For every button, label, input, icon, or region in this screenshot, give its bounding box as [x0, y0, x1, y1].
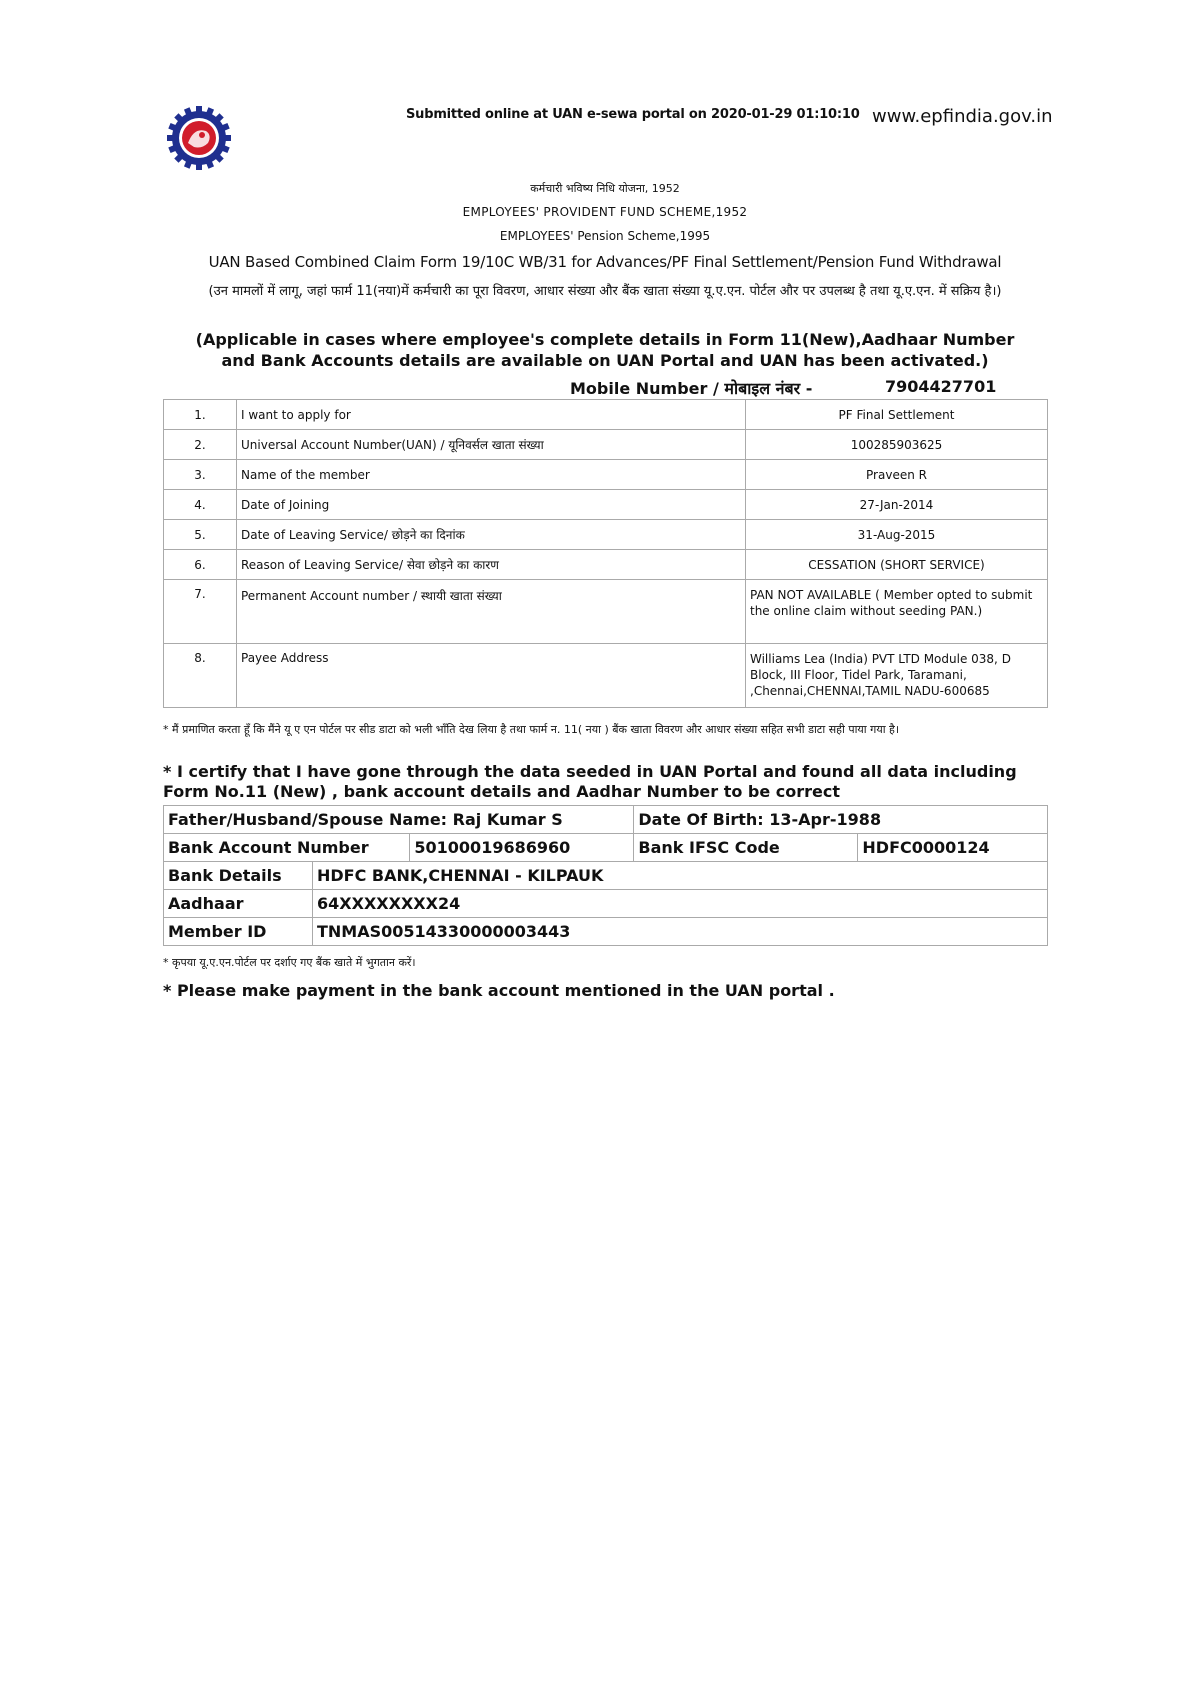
- row-value: Williams Lea (India) PVT LTD Module 038, D Block, III Floor, Tidel Park, Taramani, ,Chennai,CHENNAI,TAMIL NADU-600685: [746, 644, 1048, 708]
- table-row: [164, 834, 1048, 862]
- account-number-label: Bank Account Number: [164, 834, 410, 862]
- account-number-value: 50100019686960: [410, 834, 634, 862]
- certification-statement: * I certify that I have gone through the data seeded in UAN Portal and found all data including Form No.11 (New) , bank account details and Aadhar Number to be correct: [163, 762, 1017, 801]
- table-row: [164, 918, 1048, 946]
- ifsc-value: HDFC0000124: [858, 834, 1048, 862]
- member-id-value: TNMAS00514330000003443: [313, 918, 1048, 946]
- table-row: [164, 550, 1048, 580]
- row-value: CESSATION (SHORT SERVICE): [746, 550, 1048, 580]
- table-row: [164, 460, 1048, 490]
- row-label: Name of the member: [237, 460, 746, 490]
- table-row: [164, 520, 1048, 550]
- table-row: [164, 580, 1048, 644]
- row-value: Praveen R: [746, 460, 1048, 490]
- row-number: 4.: [164, 490, 237, 520]
- table-row: [164, 400, 1048, 430]
- hindi-certification: * मैं प्रमाणित करता हूँ कि मैंने यू ए एन पोर्टल पर सीड डाटा को भली भाँति देख लिया है तथा फार्म न. 11( नया ) बैंक खाता विवरण और आधार संख्या सहित सभी डाटा सही पाया गया है।: [163, 723, 900, 736]
- epfo-emblem-icon: [166, 105, 232, 171]
- payment-note: * Please make payment in the bank account mentioned in the UAN portal .: [163, 981, 835, 1000]
- hindi-payment-note: * कृपया यू.ए.एन.पोर्टल पर दर्शाए गए बैंक खाते में भुगतान करें।: [163, 956, 416, 969]
- row-value: PF Final Settlement: [746, 400, 1048, 430]
- row-label: Permanent Account number / स्थायी खाता संख्या: [237, 580, 746, 644]
- father-name-cell: [164, 806, 634, 834]
- table-row: [164, 430, 1048, 460]
- row-value: PAN NOT AVAILABLE ( Member opted to submit the online claim without seeding PAN.): [746, 580, 1048, 644]
- row-number: 7.: [164, 580, 237, 644]
- row-number: 5.: [164, 520, 237, 550]
- dob-value: 13-Apr-1988: [769, 810, 882, 829]
- table-row: [164, 890, 1048, 918]
- mobile-number-label: Mobile Number / मोबाइल नंबर -: [570, 379, 813, 398]
- row-label: Universal Account Number(UAN) / यूनिवर्सल खाता संख्या: [237, 430, 746, 460]
- row-label: Date of Joining: [237, 490, 746, 520]
- pension-scheme-title: EMPLOYEES' Pension Scheme,1995: [499, 229, 711, 243]
- aadhaar-label: Aadhaar: [164, 890, 313, 918]
- form-title: UAN Based Combined Claim Form 19/10C WB/31 for Advances/PF Final Settlement/Pension Fund Withdrawal: [208, 253, 1002, 271]
- claim-details-table: [163, 399, 1048, 708]
- submitted-timestamp: Submitted online at UAN e-sewa portal on 2020-01-29 01:10:10: [406, 107, 860, 122]
- row-value: 31-Aug-2015: [746, 520, 1048, 550]
- aadhaar-value: 64XXXXXXXX24: [313, 890, 1048, 918]
- dob-label: Date Of Birth:: [638, 810, 764, 829]
- ifsc-label: Bank IFSC Code: [634, 834, 858, 862]
- row-label: Payee Address: [237, 644, 746, 708]
- row-number: 6.: [164, 550, 237, 580]
- table-row: [164, 806, 1048, 834]
- applicability-note: (Applicable in cases where employee's complete details in Form 11(New),Aadhaar Number and Bank Accounts details are available on UAN Portal and UAN has been activated.): [195, 330, 1015, 370]
- table-row: [164, 862, 1048, 890]
- row-number: 8.: [164, 644, 237, 708]
- dob-cell: [634, 806, 1048, 834]
- member-id-label: Member ID: [164, 918, 313, 946]
- epf-scheme-title: EMPLOYEES' PROVIDENT FUND SCHEME,1952: [462, 205, 748, 219]
- father-name-value: Raj Kumar S: [452, 810, 563, 829]
- table-row: [164, 490, 1048, 520]
- bank-details-value: HDFC BANK,CHENNAI - KILPAUK: [313, 862, 1048, 890]
- row-label: I want to apply for: [237, 400, 746, 430]
- row-value: 100285903625: [746, 430, 1048, 460]
- bank-details-label: Bank Details: [164, 862, 313, 890]
- mobile-number-value: 7904427701: [885, 377, 997, 396]
- row-number: 3.: [164, 460, 237, 490]
- row-label: Date of Leaving Service/ छोड़ने का दिनांक: [237, 520, 746, 550]
- bank-details-table: [163, 805, 1048, 946]
- website-link[interactable]: www.epfindia.gov.in: [872, 106, 1053, 127]
- hindi-applicability-note: (उन मामलों में लागू, जहां फार्म 11(नया)में कर्मचारी का पूरा विवरण, आधार संख्या और बैंक खाता संख्या यू.ए.एन. पोर्टल और पर उपलब्ध है तथा यू.ए.एन. में सक्रिय है।): [208, 284, 1002, 299]
- row-value: 27-Jan-2014: [746, 490, 1048, 520]
- row-label: Reason of Leaving Service/ सेवा छोड़ने का कारण: [237, 550, 746, 580]
- table-row: [164, 644, 1048, 708]
- row-number: 1.: [164, 400, 237, 430]
- row-number: 2.: [164, 430, 237, 460]
- hindi-scheme-title: कर्मचारी भविष्य निधि योजना, 1952: [530, 182, 680, 195]
- father-name-label: Father/Husband/Spouse Name:: [168, 810, 448, 829]
